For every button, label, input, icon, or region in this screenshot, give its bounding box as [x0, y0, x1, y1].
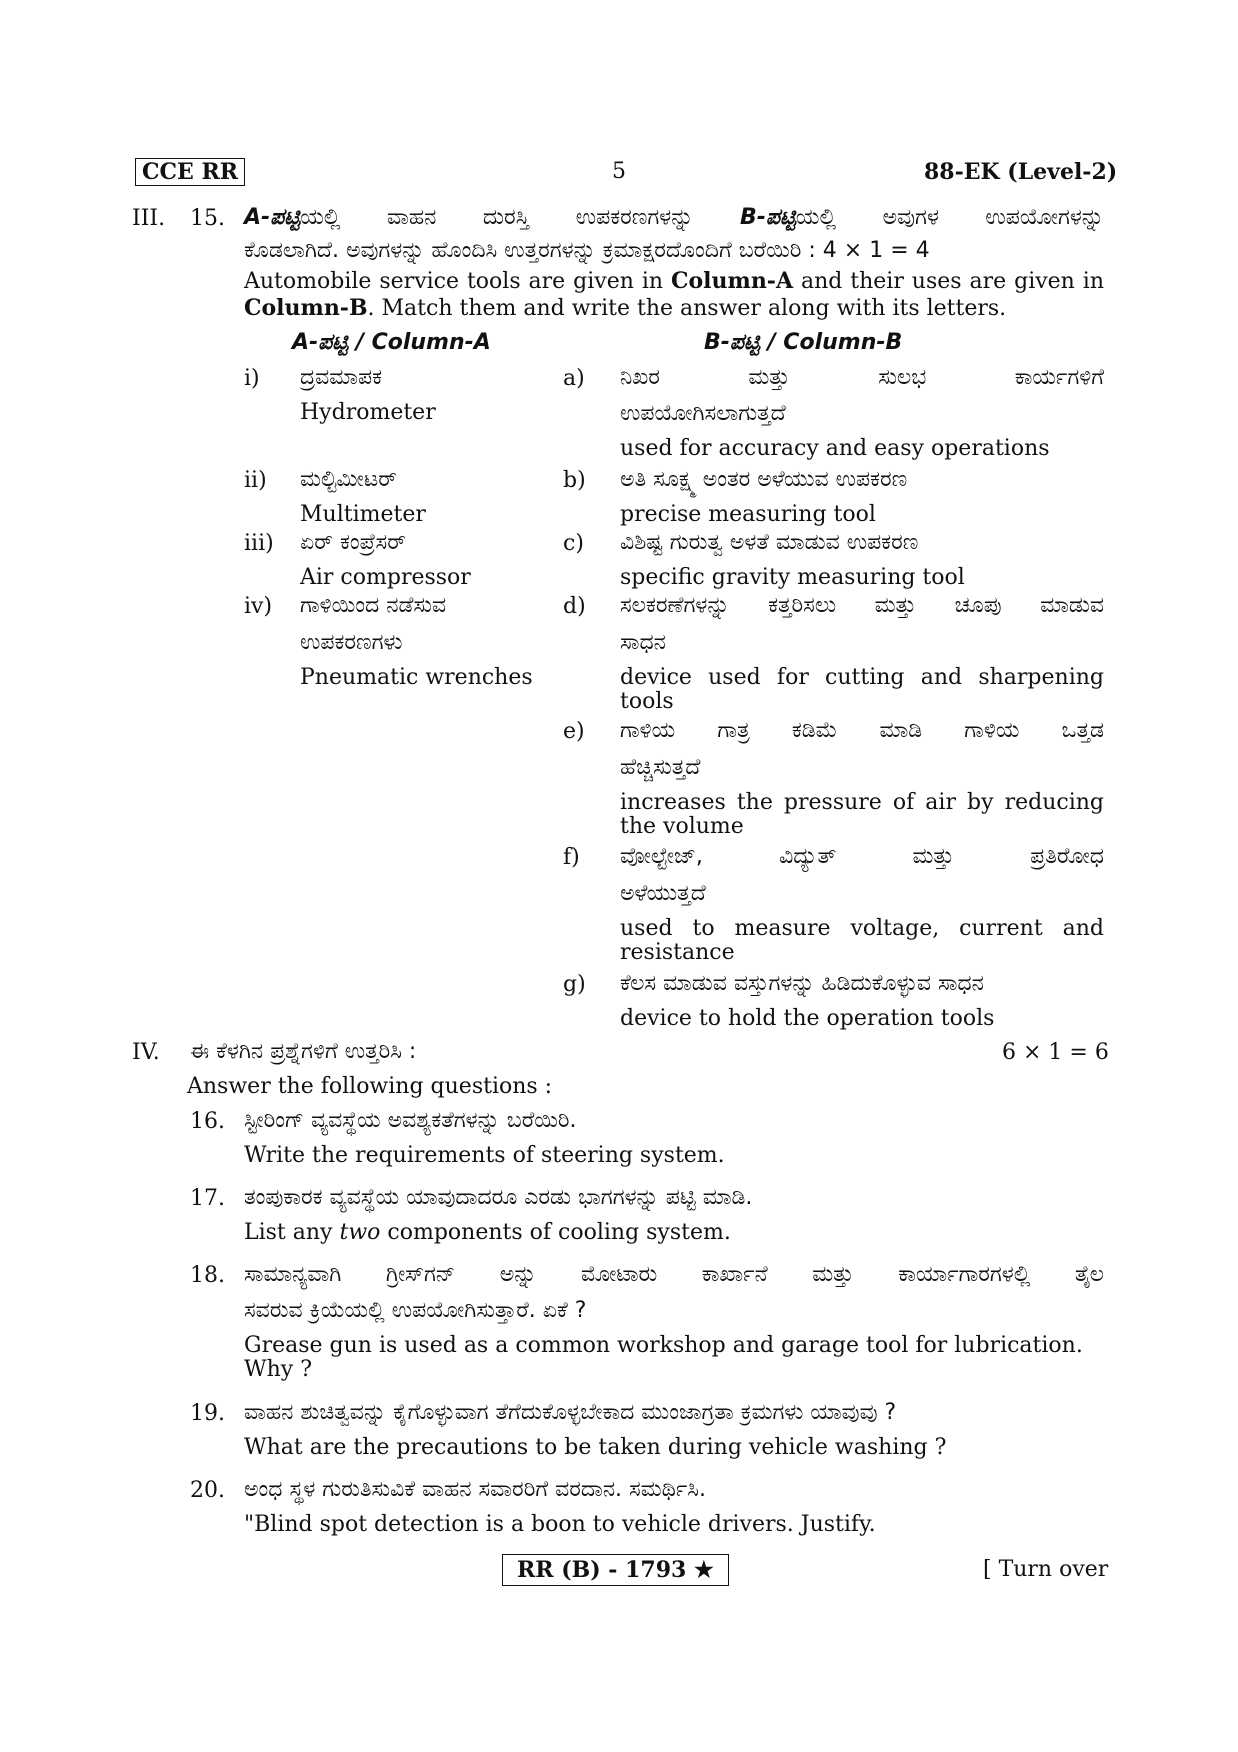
q15-intro-en-1a: Automobile service tools are given in — [244, 269, 664, 294]
col-b-letter: b) — [563, 468, 586, 493]
col-a-en: Air compressor — [300, 565, 471, 590]
q15-column-a-ref: A-ಪಟ್ಟಿ — [244, 205, 301, 230]
col-b-kn2: ಹೆಚ್ಚಿಸುತ್ತದೆ — [620, 755, 701, 780]
col-b-en: device used for cutting and sharpening — [620, 665, 1104, 690]
section-4-roman: IV. — [132, 1040, 160, 1065]
question-number: 19. — [190, 1401, 225, 1426]
footer-code: RR (B) - 1793 ★ — [502, 1554, 729, 1586]
q15-column-b-ref: B-ಪಟ್ಟಿ — [739, 205, 796, 230]
question-kn: ಸ್ಟೀರಿಂಗ್ ವ್ಯವಸ್ಥೆಯ ಅವಶ್ಯಕತೆಗಳನ್ನು ಬರೆಯಿರಿ. — [244, 1108, 577, 1133]
header-code-left: CCE RR — [135, 158, 245, 186]
col-b-letter: d) — [563, 594, 586, 619]
col-a-en: Multimeter — [300, 502, 426, 527]
q15-intro-en-line2 — [244, 295, 1006, 322]
q15-intro-en-1b: Column-A — [671, 268, 794, 294]
q15-intro-kn-line2: ಕೊಡಲಾಗಿದೆ. ಅವುಗಳನ್ನು ಹೊಂದಿಸಿ ಉತ್ತರಗಳನ್ನು ಕ್ರಮಾಕ್ಷರದೊಂದಿಗೆ ಬರೆಯಿರಿ : 4 × 1 = 4 — [244, 238, 930, 263]
section-3-roman: III. — [132, 206, 166, 231]
col-a-en: Pneumatic wrenches — [300, 665, 533, 690]
col-b-kn: ಸಲಕರಣೆಗಳನ್ನು ಕತ್ತರಿಸಲು ಮತ್ತು ಚೂಪು ಮಾಡುವ — [620, 593, 1104, 618]
col-b-kn2: ಉಪಯೋಗಿಸಲಾಗುತ್ತದೆ — [620, 401, 786, 426]
question-kn: ವಾಹನ ಶುಚಿತ್ವವನ್ನು ಕೈಗೊಳ್ಳುವಾಗ ತೆಗೆದುಕೊಳ್ಳಬೇಕಾದ ಮುಂಜಾಗ್ರತಾ ಕ್ರಮಗಳು ಯಾವುವು ? — [244, 1400, 897, 1425]
question-en-b: two — [339, 1220, 381, 1245]
section-4-instr-kn: ಈ ಕೆಳಗಿನ ಪ್ರಶ್ನೆಗಳಿಗೆ ಉತ್ತರಿಸಿ : — [190, 1039, 417, 1064]
col-a-kn2: ಉಪಕರಣಗಳು — [300, 630, 403, 655]
question-number: 16. — [190, 1109, 225, 1134]
question-kn: ತಂಪುಕಾರಕ ವ್ಯವಸ್ಥೆಯ ಯಾವುದಾದರೂ ಎರಡು ಭಾಗಗಳನ್ನು ಪಟ್ಟಿ ಮಾಡಿ. — [244, 1185, 753, 1210]
header-code-right: 88-EK (Level-2) — [924, 159, 1118, 185]
col-b-en: device to hold the operation tools — [620, 1006, 995, 1031]
q15-intro-kn-1d: ಯಲ್ಲಿ ಅವುಗಳ ಉಪಯೋಗಳನ್ನು — [795, 205, 1104, 230]
q15-intro-en-1c: and their uses are given in — [800, 269, 1105, 294]
question-en: Write the requirements of steering system. — [244, 1143, 725, 1168]
question-kn2: ಸವರುವ ಕ್ರಿಯೆಯಲ್ಲಿ ಉಪಯೋಗಿಸುತ್ತಾರೆ. ಏಕೆ ? — [244, 1298, 587, 1323]
col-b-letter: f) — [563, 845, 580, 870]
col-b-en2: resistance — [620, 940, 735, 965]
col-b-letter: e) — [563, 719, 585, 744]
col-b-letter: g) — [563, 972, 586, 997]
col-b-en: precise measuring tool — [620, 502, 876, 527]
page-number: 5 — [612, 159, 626, 184]
col-a-num: ii) — [244, 468, 267, 493]
col-a-en: Hydrometer — [300, 400, 436, 425]
question-number: 17. — [190, 1186, 225, 1211]
col-b-letter: c) — [563, 531, 584, 556]
question-en: "Blind spot detection is a boon to vehicle drivers. Justify. — [244, 1512, 876, 1537]
col-a-kn: ಗಾಳಿಯಿಂದ ನಡೆಸುವ — [300, 593, 447, 618]
question-number: 18. — [190, 1263, 225, 1288]
col-b-en: specific gravity measuring tool — [620, 565, 965, 590]
col-a-num: iii) — [244, 531, 274, 556]
col-b-kn: ವಿಶಿಷ್ಟ ಗುರುತ್ವ ಅಳತೆ ಮಾಡುವ ಉಪಕರಣ — [620, 530, 919, 555]
col-b-kn: ಅತಿ ಸೂಕ್ಷ್ಮ ಅಂತರ ಅಳೆಯುವ ಉಪಕರಣ — [620, 467, 908, 492]
q15-intro-kn-line1 — [244, 205, 1104, 231]
section-4-marks: 6 × 1 = 6 — [1002, 1040, 1109, 1065]
col-b-kn: ವೋಲ್ಟೇಜ್, ವಿದ್ಯುತ್ ಮತ್ತು ಪ್ರತಿರೋಧ — [620, 844, 1104, 869]
question-en-a: List any — [244, 1220, 340, 1245]
question-en-c: components of cooling system. — [380, 1220, 731, 1245]
col-b-kn2: ಸಾಧನ — [620, 630, 666, 655]
col-b-en: increases the pressure of air by reducing — [620, 790, 1104, 815]
question-kn: ಅಂಧ ಸ್ಥಳ ಗುರುತಿಸುವಿಕೆ ವಾಹನ ಸವಾರರಿಗೆ ವರದಾನ. ಸಮರ್ಥಿಸಿ. — [244, 1477, 706, 1502]
question-en — [244, 1220, 731, 1246]
col-b-en: used for accuracy and easy operations — [620, 436, 1050, 461]
col-b-kn: ಕೆಲಸ ಮಾಡುವ ವಸ್ತುಗಳನ್ನು ಹಿಡಿದುಕೊಳ್ಳುವ ಸಾಧನ — [620, 971, 984, 996]
q15-intro-en-2a: Column-B — [244, 295, 368, 321]
q15-intro-kn-1b: ಯಲ್ಲಿ ವಾಹನ ದುರಸ್ತಿ ಉಪಕರಣಗಳನ್ನು — [300, 205, 694, 230]
column-b-heading: B-ಪಟ್ಟಿ / Column-B — [704, 330, 903, 355]
col-a-num: i) — [244, 366, 260, 391]
col-b-en: used to measure voltage, current and — [620, 916, 1104, 941]
question-en: Grease gun is used as a common workshop and garage tool for lubrication. — [244, 1333, 1083, 1358]
question-number: 20. — [190, 1478, 225, 1503]
col-a-kn: ಮಲ್ಟಿಮೀಟರ್ — [300, 467, 398, 492]
col-a-kn: ಏರ್ ಕಂಪ್ರೆಸರ್ — [300, 530, 406, 555]
col-b-en2: the volume — [620, 814, 744, 839]
question-15-number: 15. — [190, 206, 225, 231]
col-a-num: iv) — [244, 594, 273, 619]
section-4-instr-en: Answer the following questions : — [187, 1074, 553, 1099]
col-b-kn: ನಿಖರ ಮತ್ತು ಸುಲಭ ಕಾರ್ಯಗಳಿಗೆ — [620, 365, 1104, 390]
q15-intro-en-line1 — [244, 268, 1104, 295]
question-kn: ಸಾಮಾನ್ಯವಾಗಿ ಗ್ರೀಸ್‌ಗನ್ ಅನ್ನು ಮೋಟಾರು ಕಾರ್ಖಾನೆ ಮತ್ತು ಕಾರ್ಯಾಗಾರಗಳಲ್ಲಿ ತೈಲ — [244, 1262, 1104, 1287]
question-en2: Why ? — [244, 1357, 312, 1382]
column-a-heading: A-ಪಟ್ಟಿ / Column-A — [292, 330, 491, 355]
turn-over: [ Turn over — [983, 1557, 1109, 1582]
col-b-en2: tools — [620, 689, 674, 714]
q15-intro-en-2b: . Match them and write the answer along with its letters. — [367, 296, 1007, 321]
question-en: What are the precautions to be taken during vehicle washing ? — [244, 1435, 947, 1460]
col-b-kn: ಗಾಳಿಯ ಗಾತ್ರ ಕಡಿಮೆ ಮಾಡಿ ಗಾಳಿಯ ಒತ್ತಡ — [620, 718, 1104, 743]
col-b-letter: a) — [563, 366, 585, 391]
col-a-kn: ದ್ರವಮಾಪಕ — [300, 365, 382, 390]
col-b-kn2: ಅಳೆಯುತ್ತದೆ — [620, 881, 706, 906]
